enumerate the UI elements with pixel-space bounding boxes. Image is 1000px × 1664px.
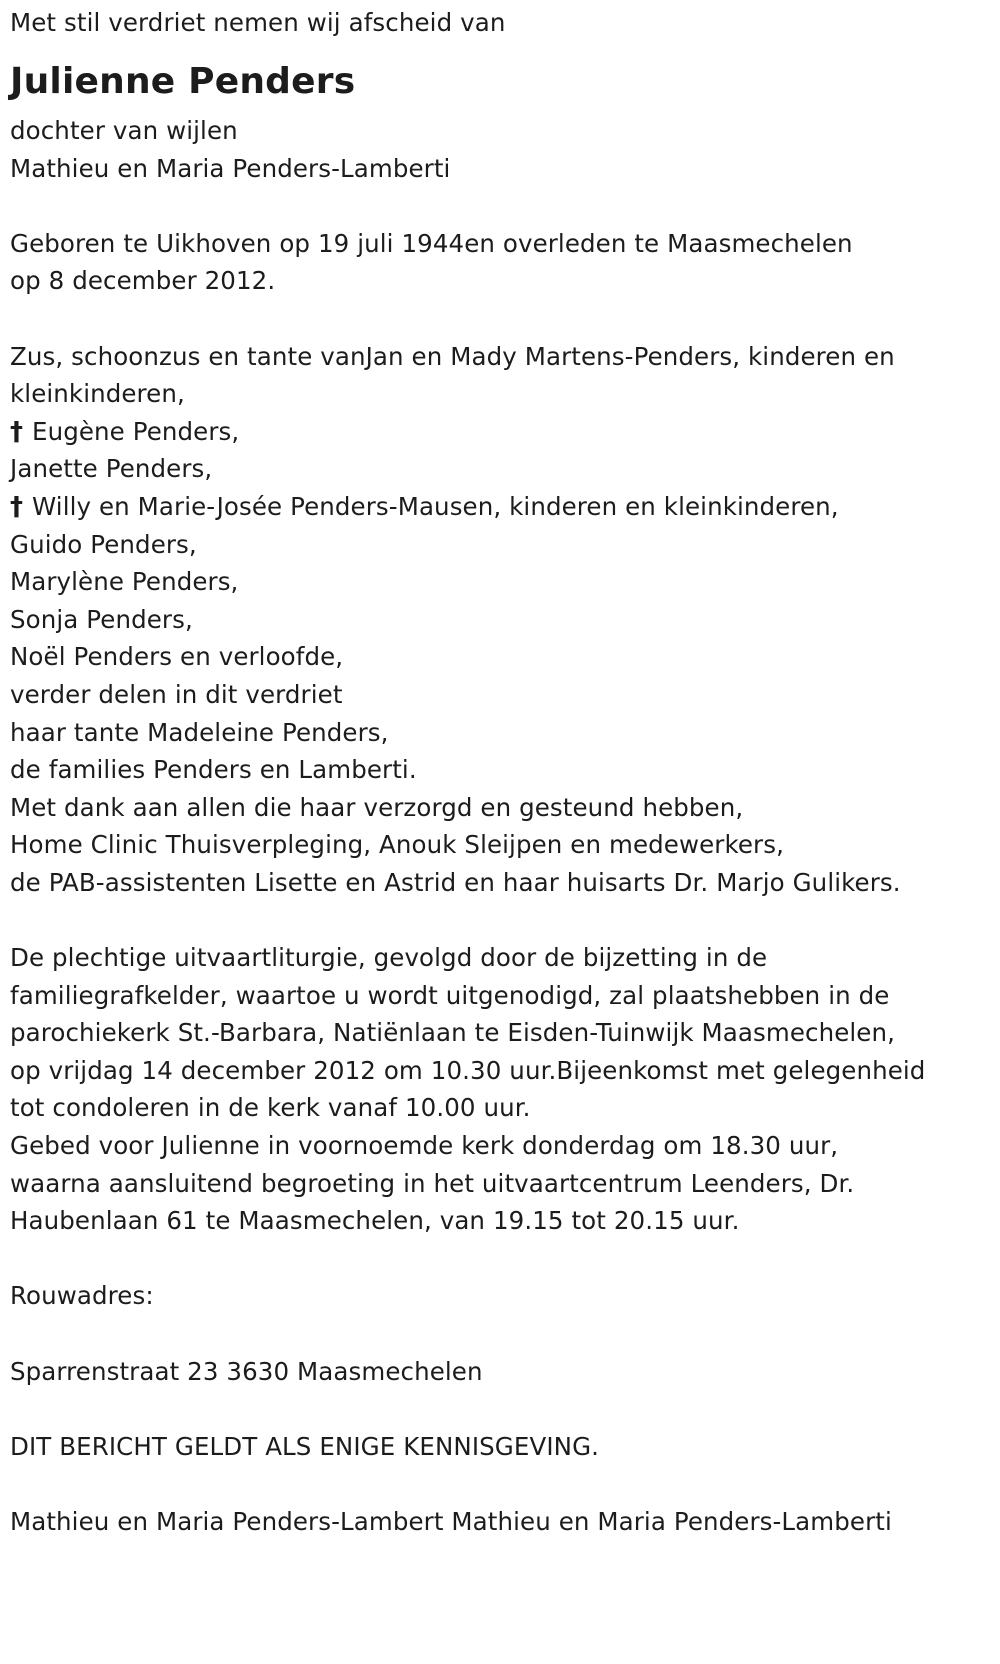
ceremony-line: familiegrafkelder, waartoe u wordt uitgenodigd, zal plaatshebben in de xyxy=(10,980,890,1010)
parents-line: Mathieu en Maria Penders-Lamberti xyxy=(10,153,451,183)
intro-text: Met stil verdriet nemen wij afscheid van xyxy=(10,8,506,37)
spacer xyxy=(10,1390,990,1428)
ceremony-line: Haubenlaan 61 te Maasmechelen, van 19.15 tot 20.15 uur. xyxy=(10,1206,740,1236)
family-line: de families Penders en Lamberti. xyxy=(10,755,417,785)
spacer xyxy=(10,1315,990,1353)
family-member: Eugène Penders, xyxy=(32,416,240,446)
ceremony-line: op vrijdag 14 december 2012 om 10.30 uur.Bijeenkomst met gelegenheid xyxy=(10,1055,926,1085)
family-line: Zus, schoonzus en tante vanJan en Mady Martens-Penders, kinderen en xyxy=(10,341,895,371)
family-line: Marylène Penders, xyxy=(10,567,239,597)
family-member: Willy en Marie-Josée Penders-Mausen, kinderen en kleinkinderen, xyxy=(32,491,839,521)
mourning-address-label: Rouwadres: xyxy=(10,1281,154,1311)
ceremony-line: waarna aansluitend begroeting in het uitvaartcentrum Leenders, Dr. xyxy=(10,1168,855,1198)
spacer xyxy=(10,187,990,225)
thanks-line: Met dank aan allen die haar verzorgd en gesteund hebben, xyxy=(10,792,744,822)
family-line: verder delen in dit verdriet xyxy=(10,679,343,709)
spacer xyxy=(10,1240,990,1278)
family-line: Noël Penders en verloofde, xyxy=(10,642,344,672)
birth-death-line: Geboren te Uikhoven op 19 juli 1944en overleden te Maasmechelen xyxy=(10,228,853,258)
family-line-deceased xyxy=(10,413,990,451)
obituary-notice xyxy=(10,4,990,1541)
deceased-name: Julienne Penders xyxy=(10,61,356,102)
family-line: Sonja Penders, xyxy=(10,604,193,634)
spacer xyxy=(10,1465,990,1503)
spacer xyxy=(10,300,990,338)
thanks-line: Home Clinic Thuisverpleging, Anouk Sleijpen en medewerkers, xyxy=(10,830,784,860)
spacer xyxy=(10,901,990,939)
birth-death-line: op 8 december 2012. xyxy=(10,266,276,296)
ceremony-line: tot condoleren in de kerk vanaf 10.00 uur. xyxy=(10,1093,531,1123)
ceremony-line: De plechtige uitvaartliturgie, gevolgd door de bijzetting in de xyxy=(10,943,768,973)
family-line-deceased xyxy=(10,488,990,526)
cross-icon: † xyxy=(10,416,24,447)
notice-text: DIT BERICHT GELDT ALS ENIGE KENNISGEVING. xyxy=(10,1431,600,1461)
family-line: haar tante Madeleine Penders, xyxy=(10,717,389,747)
family-line: Janette Penders, xyxy=(10,454,213,484)
cross-icon: † xyxy=(10,491,24,522)
ceremony-line: Gebed voor Julienne in voornoemde kerk donderdag om 18.30 uur, xyxy=(10,1131,839,1161)
family-line: kleinkinderen, xyxy=(10,379,185,409)
thanks-line: de PAB-assistenten Lisette en Astrid en haar huisarts Dr. Marjo Gulikers. xyxy=(10,867,901,897)
parents-line: dochter van wijlen xyxy=(10,116,238,145)
family-line: Guido Penders, xyxy=(10,529,197,559)
ceremony-line: parochiekerk St.-Barbara, Natiënlaan te Eisden-Tuinwijk Maasmechelen, xyxy=(10,1018,895,1048)
mourning-address: Sparrenstraat 23 3630 Maasmechelen xyxy=(10,1356,483,1386)
signature-line: Mathieu en Maria Penders-Lambert Mathieu en Maria Penders-Lamberti xyxy=(10,1506,892,1536)
